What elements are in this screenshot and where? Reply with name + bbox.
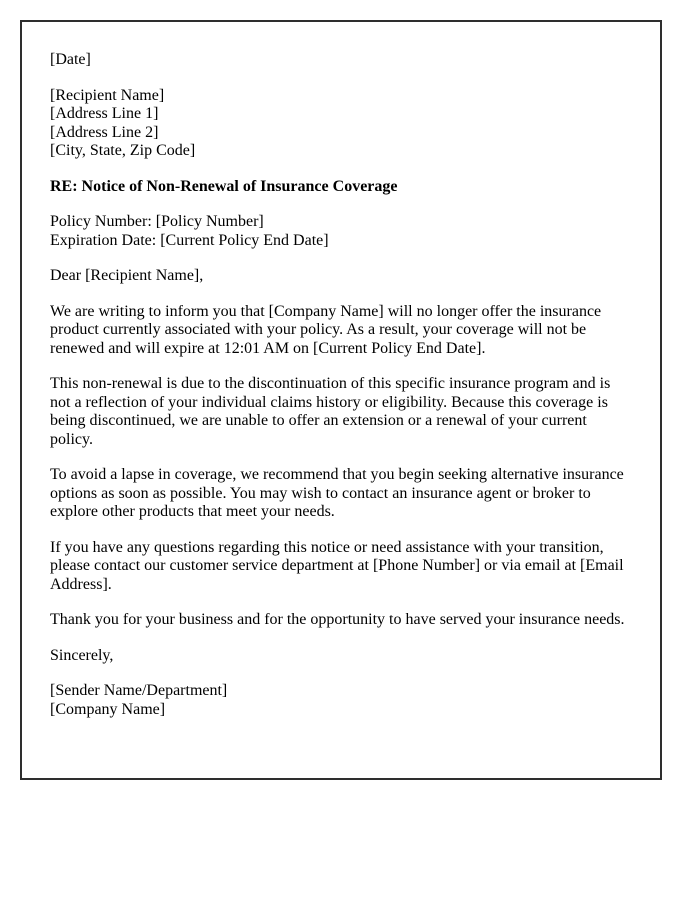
address-line-1: [Address Line 1] — [50, 105, 159, 122]
closing-line: Sincerely, — [50, 646, 114, 664]
letter-page — [20, 20, 662, 780]
expiration-date-line: Expiration Date: [Current Policy End Date] — [50, 231, 329, 249]
date-placeholder: [Date] — [50, 51, 91, 68]
body-paragraph-4: If you have any questions regarding this notice or need assistance with your transition, please contact our customer service department at [Phone Number] or via email at [Email Address]. — [50, 538, 624, 593]
address-line-2: [Address Line 2] — [50, 123, 159, 141]
company-name-line: [Company Name] — [50, 700, 166, 718]
body-paragraph-2: This non-renewal is due to the discontinuation of this specific insurance program and is not a reflection of your individual claims history or eligibility. Because this coverage is being discontinued, we are unable to offer an extension or a renewal of your current policy. — [50, 375, 611, 448]
body-paragraph-3: To avoid a lapse in coverage, we recommend that you begin seeking alternative insurance options as soon as possible. You may wish to contact an insurance agent or broker to explore other products that meet your needs. — [50, 466, 624, 520]
policy-info-block — [50, 213, 632, 250]
policy-number-line: Policy Number: [Policy Number] — [50, 213, 264, 230]
body-paragraph-1: We are writing to inform you that [Company Name] will no longer offer the insurance product currently associated with your policy. As a result, your coverage will not be renewed and will expire at 12:01 AM on [Current Policy End Date]. — [50, 302, 602, 357]
recipient-address-block — [50, 87, 632, 161]
body-paragraph-5: Thank you for your business and for the opportunity to have served your insurance needs. — [50, 611, 625, 628]
recipient-name-line: [Recipient Name] — [50, 86, 165, 104]
date-line — [50, 51, 632, 70]
salutation-line: Dear [Recipient Name], — [50, 267, 204, 284]
sender-name-line: [Sender Name/Department] — [50, 682, 228, 699]
subject-line: RE: Notice of Non-Renewal of Insurance Coverage — [50, 177, 398, 195]
city-state-zip-line: [City, State, Zip Code] — [50, 142, 196, 159]
signature-block — [50, 682, 632, 719]
